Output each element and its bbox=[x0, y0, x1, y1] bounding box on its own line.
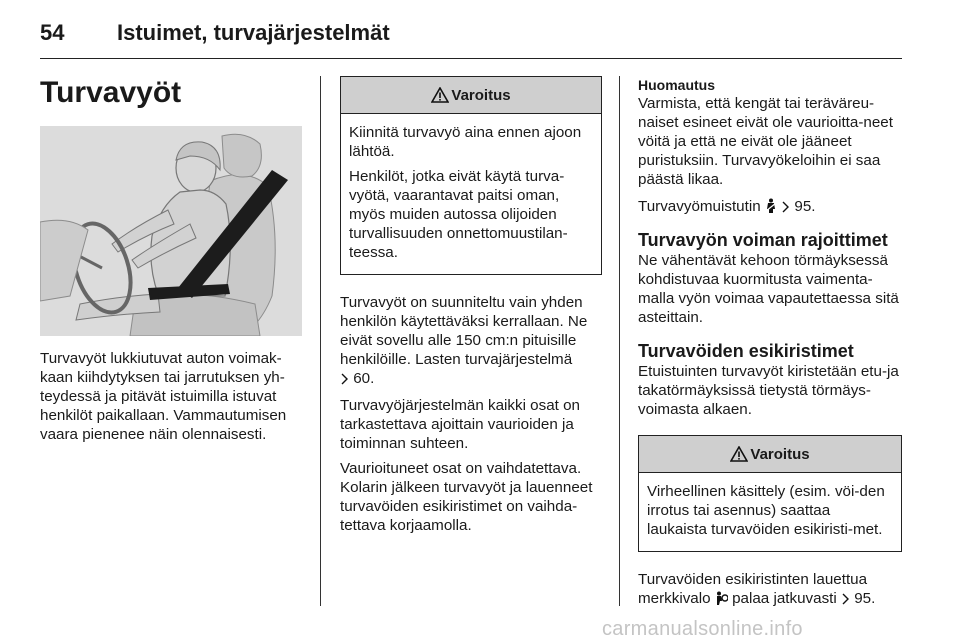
note-text: Varmista, että kengät tai teräväreu-naiset esineet eivät ole vaurioitta-neet vöitä ja että ne eivät ole jääneet puristuksiin. Turvavyökeloihin ei saa päästä likaa. bbox=[638, 95, 893, 188]
warning-box bbox=[638, 435, 902, 552]
column-1 bbox=[40, 76, 302, 450]
warning-text: Kiinnitä turvavyö aina ennen ajoon lähtöä. bbox=[349, 124, 582, 160]
closing-text: Turvavöiden esikiristinten lauettua merkkivalo bbox=[638, 571, 868, 607]
reminder-text: Turvavyömuistutin bbox=[638, 198, 761, 215]
section-heading: Turvavyön voiman rajoittimet bbox=[638, 230, 888, 250]
warning-text: Virheellinen käsittely (esim. vöi-den irrotus tai asennus) saattaa laukaista turvavöiden esikiristi-met. bbox=[647, 483, 885, 538]
section-title: Turvavyöt bbox=[40, 76, 182, 109]
warning-header bbox=[639, 436, 901, 473]
reminder-paragraph bbox=[638, 197, 902, 218]
page-reference-icon bbox=[781, 199, 790, 218]
note-title: Huomautus bbox=[638, 77, 715, 93]
section-text: Ne vähentävät kehoon törmäyksessä kohdistuvaa kuormitusta vaimenta-malla vyön voimaa vapautettaessa sitä asteittain. bbox=[638, 252, 899, 326]
page-number: 54 bbox=[40, 20, 65, 45]
column-divider bbox=[619, 76, 620, 606]
column-2 bbox=[340, 76, 602, 541]
warning-body bbox=[341, 114, 601, 274]
warning-header bbox=[341, 77, 601, 114]
airbag-indicator-icon bbox=[715, 591, 728, 610]
seatbelt-illustration bbox=[40, 126, 302, 336]
page-reference: 95. bbox=[854, 590, 876, 607]
chapter-title: Istuimet, turvajärjestelmät bbox=[117, 20, 390, 45]
page-header bbox=[40, 18, 902, 59]
page-reference-icon bbox=[841, 591, 850, 610]
warning-body bbox=[639, 473, 901, 551]
body-paragraph: Vaurioituneet osat on vaihdatettava. Kolarin jälkeen turvavyöt ja lauenneet turvavöiden esikiristimet on vaihda-tettava korjaamolla. bbox=[340, 460, 593, 534]
section-text: Etuistuinten turvavyöt kiristetään etu-ja takatörmäyksissä tietystä törmäys-voimasta alkaen. bbox=[638, 363, 899, 418]
section-heading: Turvavöiden esikiristimet bbox=[638, 341, 854, 361]
body-text: Turvavyöt on suunniteltu vain yhden henkilön käytettäväksi kerrallaan. Ne eivät sovellu alle 150 cm:n pituisille henkilöille. Lasten turvajärjestelmä bbox=[340, 294, 588, 368]
page-reference: 60. bbox=[353, 370, 375, 387]
page-reference: 95. bbox=[794, 198, 816, 215]
column-divider bbox=[320, 76, 321, 606]
column-3 bbox=[638, 77, 902, 616]
body-paragraph bbox=[340, 293, 602, 390]
warning-label: Varoitus bbox=[451, 86, 511, 104]
warning-text: Henkilöt, jotka eivät käytä turva-vyötä, vaarantavat paitsi oman, myös muiden autossa olijoiden turvallisuuden onnettomuustilan-teessa. bbox=[349, 168, 568, 261]
closing-text: palaa jatkuvasti bbox=[732, 590, 837, 607]
warning-triangle-icon bbox=[431, 87, 449, 103]
closing-paragraph bbox=[638, 570, 902, 610]
page-reference-icon bbox=[340, 371, 349, 390]
warning-label: Varoitus bbox=[750, 445, 810, 463]
body-paragraph: Turvavyöjärjestelmän kaikki osat on tarkastettava ajoittain vaurioiden ja toiminnan suhteen. bbox=[340, 397, 581, 452]
seatbelt-reminder-icon bbox=[765, 198, 777, 218]
intro-paragraph: Turvavyöt lukkiutuvat auton voimak-kaan kiihdytyksen tai jarrutuksen yh-teydessä ja pitävät istuimilla istuvat henkilöt paikallaan. Vammautumisen vaara pienenee näin olennaisesti. bbox=[40, 350, 287, 443]
warning-box bbox=[340, 76, 602, 275]
warning-triangle-icon bbox=[730, 446, 748, 462]
driver-seatbelt-icon bbox=[40, 126, 302, 336]
watermark: carmanualsonline.info bbox=[602, 618, 803, 640]
